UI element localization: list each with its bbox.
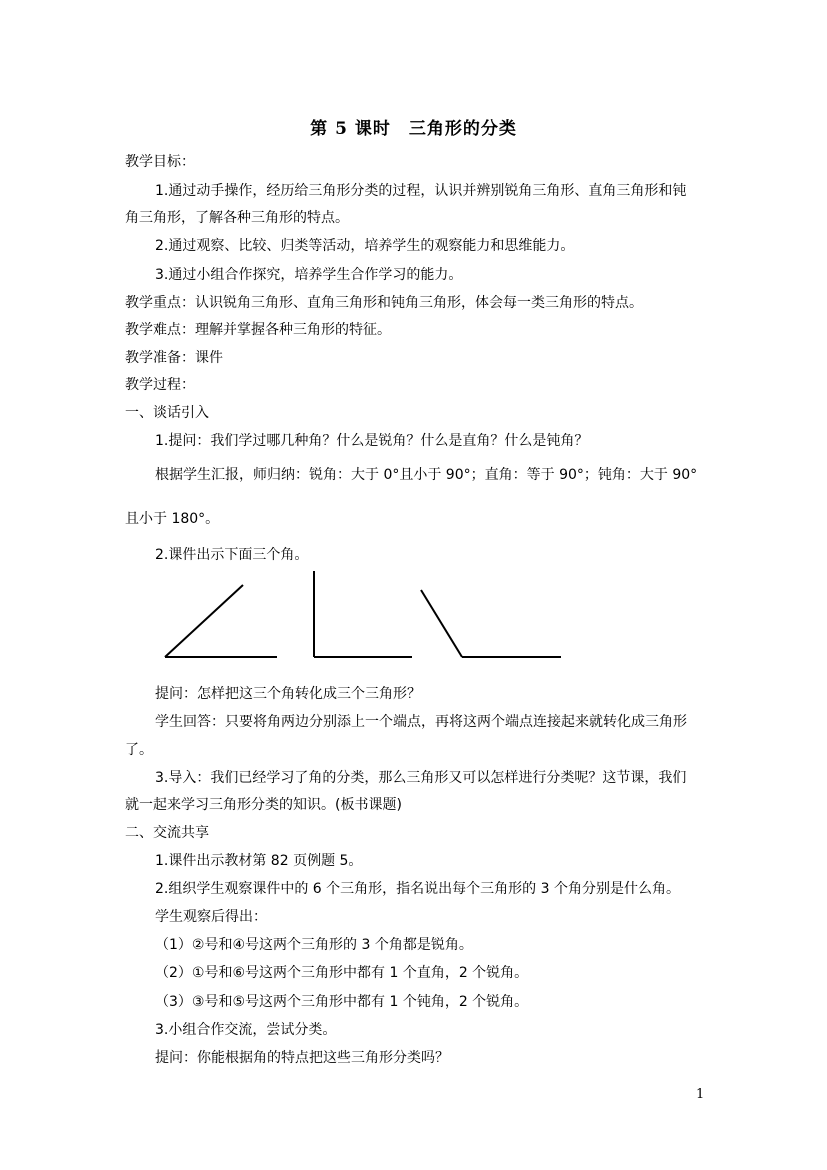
text-line: 3.通过小组合作探究，培养学生合作学习的能力。	[155, 267, 463, 283]
text-line: 提问：怎样把这三个角转化成三个三角形？	[155, 686, 421, 702]
text-line: 3.导入：我们已经学习了角的分类，那么三角形又可以怎样进行分类呢？这节课，我们	[155, 770, 687, 786]
text-line: 根据学生汇报，师归纳：锐角：大于 0°且小于 90°；直角：等于 90°；钝角：大于 90°	[155, 467, 698, 483]
text-line: 教学过程：	[125, 377, 195, 393]
list-item: （2）①号和⑥号这两个三角形中都有 1 个直角，2 个锐角。	[155, 965, 529, 981]
text-line: 教学重点：认识锐角三角形、直角三角形和钝角三角形，体会每一类三角形的特点。	[125, 295, 643, 311]
text-line: 提问：你能根据角的特点把这些三角形分类吗？	[155, 1050, 449, 1066]
list-item: （1）②号和④号这两个三角形的 3 个角都是锐角。	[155, 937, 473, 953]
section-heading: 一、谈话引入	[125, 405, 209, 421]
text-line: 1.课件出示教材第 82 页例题 5。	[155, 853, 363, 869]
text-line: 教学目标：	[125, 154, 195, 170]
page-number: 1	[696, 1087, 705, 1102]
text-line: 1.提问：我们学过哪几种角？什么是锐角？什么是直角？什么是钝角？	[155, 433, 589, 449]
text-line: 2.组织学生观察课件中的 6 个三角形，指名说出每个三角形的 3 个角分别是什么角。	[155, 881, 680, 897]
text-line: 了。	[125, 742, 153, 758]
text-line: 学生观察后得出：	[155, 909, 267, 925]
acute-angle	[165, 585, 277, 657]
text-line: 角三角形，了解各种三角形的特点。	[125, 210, 349, 226]
list-item: （3）③号和⑤号这两个三角形中都有 1 个钝角，2 个锐角。	[155, 994, 529, 1010]
text-line: 就一起来学习三角形分类的知识。(板书课题)	[125, 797, 402, 813]
text-line: 教学准备：课件	[125, 350, 223, 366]
text-line: 2.课件出示下面三个角。	[155, 547, 309, 563]
text-line: 教学难点：理解并掌握各种三角形的特征。	[125, 322, 391, 338]
section-heading: 二、交流共享	[125, 825, 209, 841]
text-line: 学生回答：只要将角两边分别添上一个端点，再将这两个端点连接起来就转化成三角形	[155, 714, 687, 730]
angles-svg	[150, 565, 580, 665]
lesson-title: 第 5 课时 三角形的分类	[310, 119, 517, 139]
text-line: 2.通过观察、比较、归类等活动，培养学生的观察能力和思维能力。	[155, 238, 575, 254]
right-angle	[314, 571, 412, 657]
text-line: 1.通过动手操作，经历给三角形分类的过程，认识并辨别锐角三角形、直角三角形和钝	[155, 183, 687, 199]
obtuse-angle	[421, 590, 561, 657]
text-line: 3.小组合作交流，尝试分类。	[155, 1022, 337, 1038]
three-angles-figure	[150, 565, 580, 665]
text-line: 且小于 180°。	[125, 511, 220, 527]
